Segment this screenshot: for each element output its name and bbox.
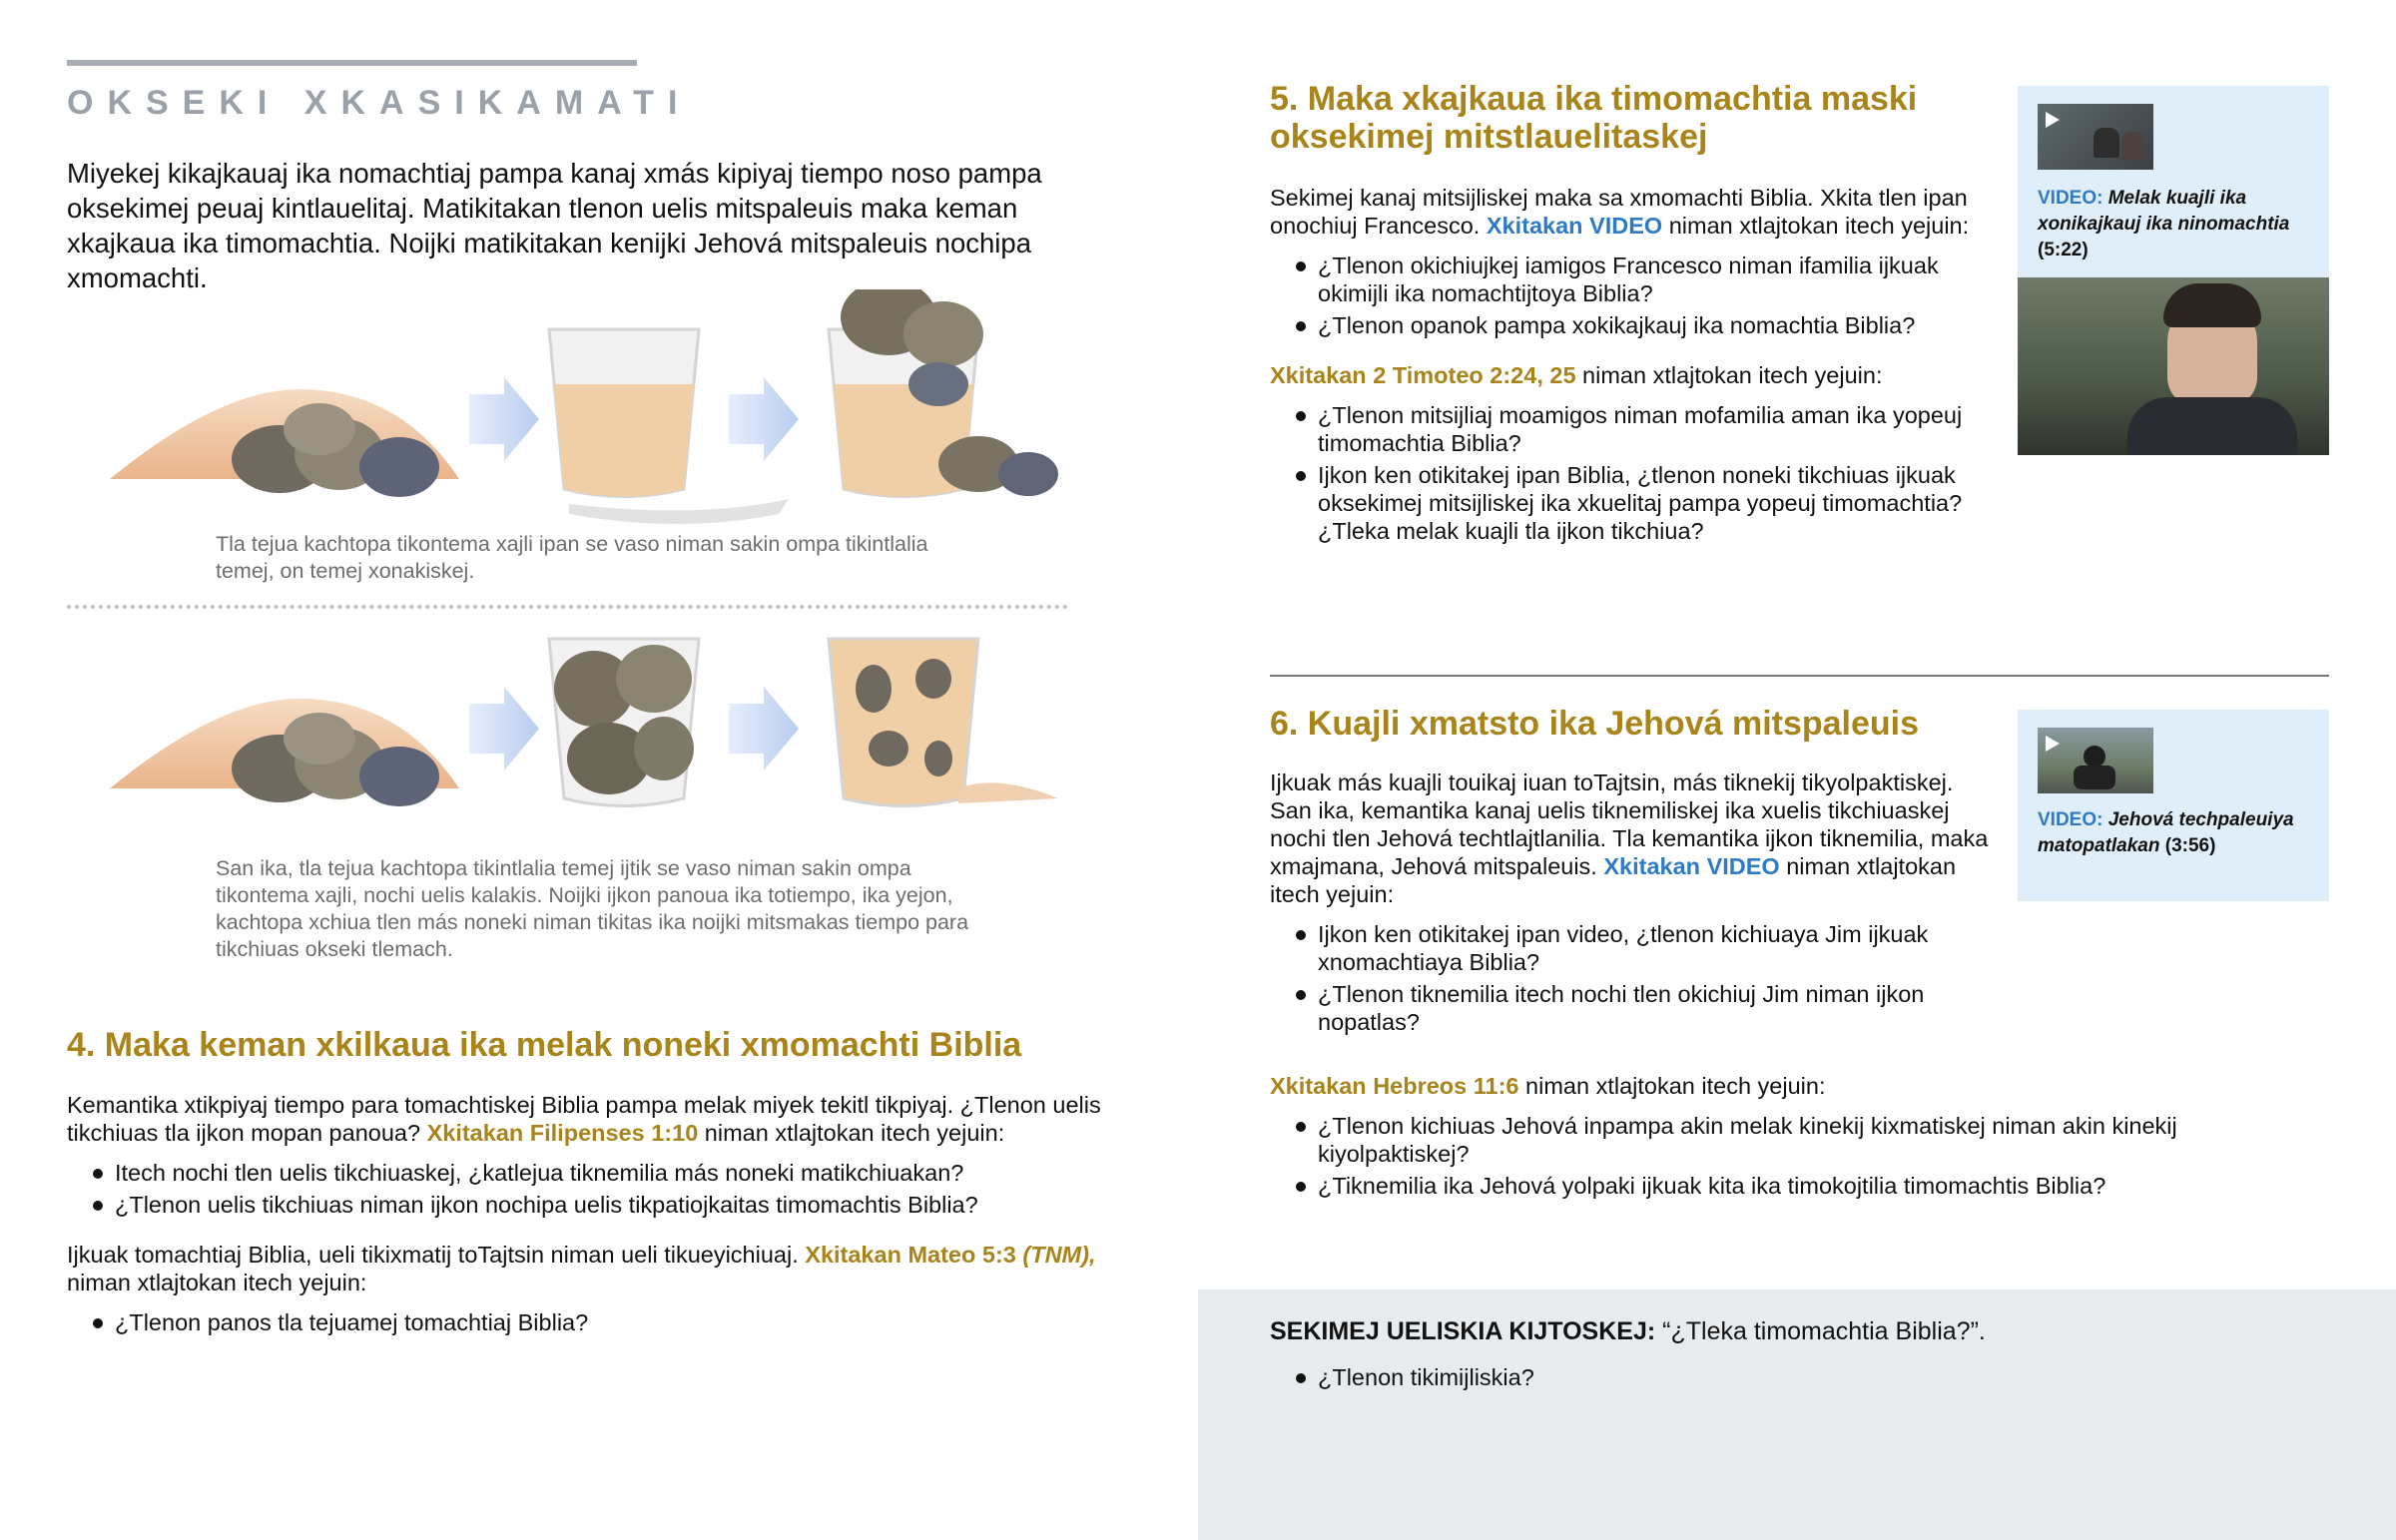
arrow-2b: [729, 687, 799, 770]
discussion-heading: SEKIMEJ UELISKIA KIJTOSKEJ:: [1270, 1317, 1656, 1345]
video-1-title[interactable]: Melak kuajli ika xonikajkauj ika ninomachtia: [2038, 188, 2290, 235]
dotted-divider: [67, 605, 1068, 609]
section-4-title: 4. Maka keman xkilkaua ika melak noneki xmomachti Biblia: [67, 1026, 1022, 1064]
list-item: ¿Tlenon tiknemilia itech nochi tlen okichiuj Jim niman ijkon nopatlas?: [1270, 980, 1989, 1036]
s5-p1-text-b: niman xtlajtokan itech yejuin:: [1662, 213, 1970, 239]
section-4-body: [67, 1091, 1105, 1340]
s4-p1-text-b: niman xtlajtokan itech yejuin:: [698, 1120, 1005, 1146]
s5-p2-text-b: niman xtlajtokan itech yejuin:: [1575, 362, 1883, 388]
list-item: ¿Tlenon mitsijliaj moamigos niman mofamilia aman ika yopeuj timomachtia Biblia?: [1270, 401, 1989, 457]
section-label: OKSEKI XKASIKAMATI: [67, 84, 692, 122]
s6-p2-text-b: niman xtlajtokan itech yejuin:: [1518, 1073, 1826, 1099]
sand-pile-1: [110, 389, 459, 497]
arrow-1b: [729, 377, 799, 461]
sand-pile-2: [110, 699, 459, 806]
discussion-questions: [1270, 1363, 2268, 1395]
s4-p1-scripture-ref[interactable]: Xkitakan Filipenses 1:10: [426, 1120, 699, 1146]
cup-sand-rocks-overflow: [829, 289, 1058, 497]
s6-p1-text-a: Ijkuak más kuajli touikaj iuan toTajtsin, más tiknekij tikyolpaktiskej. San ika, kemantika kanaj uelis tiknemiliskej ika xuelis tikchiuaskej nochi tlen Jehová techtlajtlanilia. Tla kemantika ijkon tiknemilia, maka xmajmana, Jehová mitspaleuis.: [1270, 770, 1989, 879]
s4-p1-text-a: Kemantika xtikpiyaj tiempo para tomachtiskej Biblia pampa melak miyek tekitl tikpiyaj. ¿Tlenon uelis tikchiuas tla ijkon mopan panoua?: [67, 1092, 1101, 1146]
video-1-still[interactable]: [2018, 277, 2329, 455]
s4-p2-scripture-ref[interactable]: Xkitakan Mateo 5:3: [805, 1242, 1016, 1268]
play-icon: [2046, 112, 2060, 128]
video-2-caption: [2038, 807, 2317, 859]
s4-p2-version-tag: (TNM),: [1015, 1242, 1096, 1268]
section-5-questions-1: [1270, 252, 1989, 339]
list-item: ¿Tlenon uelis tikchiuas niman ijkon nochipa uelis tikpatiojkaitas timomachtis Biblia?: [67, 1191, 1105, 1219]
video-2-title[interactable]: Jehová techpaleuiya matopatlakan: [2038, 809, 2294, 856]
arrow-1a: [469, 377, 539, 461]
section-4-paragraph-2: [67, 1241, 1105, 1296]
section-5-body: [1270, 184, 1989, 549]
video-2-duration: (3:56): [2164, 835, 2216, 856]
video-2-label: VIDEO:: [2038, 809, 2103, 830]
section-6-body-2: [1270, 1072, 2328, 1204]
section-6-title: 6. Kuajli xmatsto ika Jehová mitspaleuis: [1270, 705, 1920, 743]
video-thumbnail-small-1[interactable]: [2038, 104, 2153, 170]
list-item: Ijkon ken otikitakej ipan video, ¿tlenon kichiuaya Jim ijkuak xnomachtiaya Biblia?: [1270, 920, 1989, 976]
list-item: ¿Tlenon panos tla tejuamej tomachtiaj Biblia?: [67, 1308, 1105, 1336]
list-item: ¿Tlenon tikimijliskia?: [1270, 1363, 2268, 1391]
section-4-questions-2: [67, 1308, 1105, 1336]
s4-p2-text-a: Ijkuak tomachtiaj Biblia, ueli tikixmatij toTajtsin niman ueli tikueyichiuaj.: [67, 1242, 806, 1268]
video-1-caption: [2038, 186, 2317, 263]
s5-p2-scripture-ref[interactable]: Xkitakan 2 Timoteo 2:24, 25: [1270, 362, 1576, 388]
list-item: ¿Tiknemilia ika Jehová yolpaki ijkuak kita ika timokojtilia timomachtis Biblia?: [1270, 1172, 2328, 1200]
video-1-label: VIDEO:: [2038, 188, 2103, 209]
section-4-paragraph-1: [67, 1091, 1105, 1147]
cup-rocks: [549, 639, 699, 806]
illustration-caption-1: Tla tejua kachtopa tikontema xajli ipan se vaso niman sakin ompa tikintlalia temej, on temej xonakiskej.: [216, 532, 928, 583]
video-thumbnail-small-2[interactable]: [2038, 728, 2153, 793]
section-6-paragraph-2: [1270, 1072, 2328, 1100]
s6-p1-text-b: niman xtlajtokan itech yejuin:: [1270, 853, 1957, 907]
s6-video-link[interactable]: Xkitakan VIDEO: [1603, 853, 1780, 879]
section-6-body: [1270, 769, 1989, 1040]
discussion-title: [1270, 1317, 2368, 1346]
section-6-questions-2: [1270, 1112, 2328, 1200]
section-5-paragraph-1: [1270, 184, 1989, 240]
list-item: ¿Tlenon opanok pampa xokikajkauj ika nomachtia Biblia?: [1270, 311, 1989, 339]
section-divider: [1270, 675, 2329, 677]
section-6-paragraph-1: [1270, 769, 1989, 908]
s6-p2-scripture-ref[interactable]: Xkitakan Hebreos 11:6: [1270, 1073, 1519, 1099]
section-5-questions-2: [1270, 401, 1989, 545]
intro-paragraph: Miyekej kikajkauaj ika nomachtiaj pampa kanaj xmás kipiyaj tiempo noso pampa oksekimej peuaj kintlauelitaj. Matikitakan tlenon uelis mitspaleuis maka keman xkajkaua ika timomachtia. Noijki matikitakan kenijki Jehová mitspaleuis nochipa xmomachti.: [67, 158, 1042, 293]
arrow-2a: [469, 687, 539, 770]
list-item: ¿Tlenon okichiujkej iamigos Francesco niman ifamilia ijkuak okimijli ika nomachtijtoya Biblia?: [1270, 252, 1989, 307]
illustration-caption-2: San ika, tla tejua kachtopa tikintlalia temej ijtik se vaso niman sakin ompa tikontema xajli, nochi uelis kalakis. Noijki ijkon panoua ika totiempo, ika yejon, kachtopa xchiua tlen más noneki niman tikitas ika noijki mitsmakas tiempo para tikchiuas okseki tlemach.: [216, 856, 969, 961]
discussion-quote: “¿Tleka timomachtia Biblia?”.: [1655, 1317, 1986, 1345]
section-5-title: 5. Maka xkajkaua ika timomachtia maski oksekimej mitstlauelitaskej: [1270, 80, 1918, 156]
s4-p2-text-b: niman xtlajtokan itech yejuin:: [67, 1270, 367, 1295]
video-box-1: [2018, 86, 2329, 455]
s5-p1-text-a: Sekimej kanaj mitsijliskej maka sa xmomachti Biblia. Xkita tlen ipan onochiuj Francesco.: [1270, 185, 1968, 239]
section-4-questions-1: [67, 1159, 1105, 1219]
video-box-2: [2018, 710, 2329, 901]
s5-video-link[interactable]: Xkitakan VIDEO: [1486, 213, 1663, 239]
list-item: Itech nochi tlen uelis tikchiuaskej, ¿katlejua tiknemilia más noneki matikchiuakan?: [67, 1159, 1105, 1187]
video-1-duration: (5:22): [2038, 240, 2089, 260]
list-item: Ijkon ken otikitakej ipan Biblia, ¿tlenon noneki tikchiuas ijkuak oksekimej mitsijliskej ika xkuelitaj pampa yopeuj timomachtia? ¿Tleka melak kuajli tla ijkon tikchiua?: [1270, 461, 1989, 545]
top-rule: [67, 60, 637, 66]
section-6-questions-1: [1270, 920, 1989, 1036]
cup-rocks-sand: [829, 639, 1058, 806]
play-icon: [2046, 736, 2060, 752]
discussion-box: [1198, 1289, 2396, 1540]
section-5-paragraph-2: [1270, 361, 1989, 389]
list-item: ¿Tlenon kichiuas Jehová inpampa akin melak kinekij kixmatiskej niman akin kinekij kiyolpaktiskej?: [1270, 1112, 2328, 1168]
